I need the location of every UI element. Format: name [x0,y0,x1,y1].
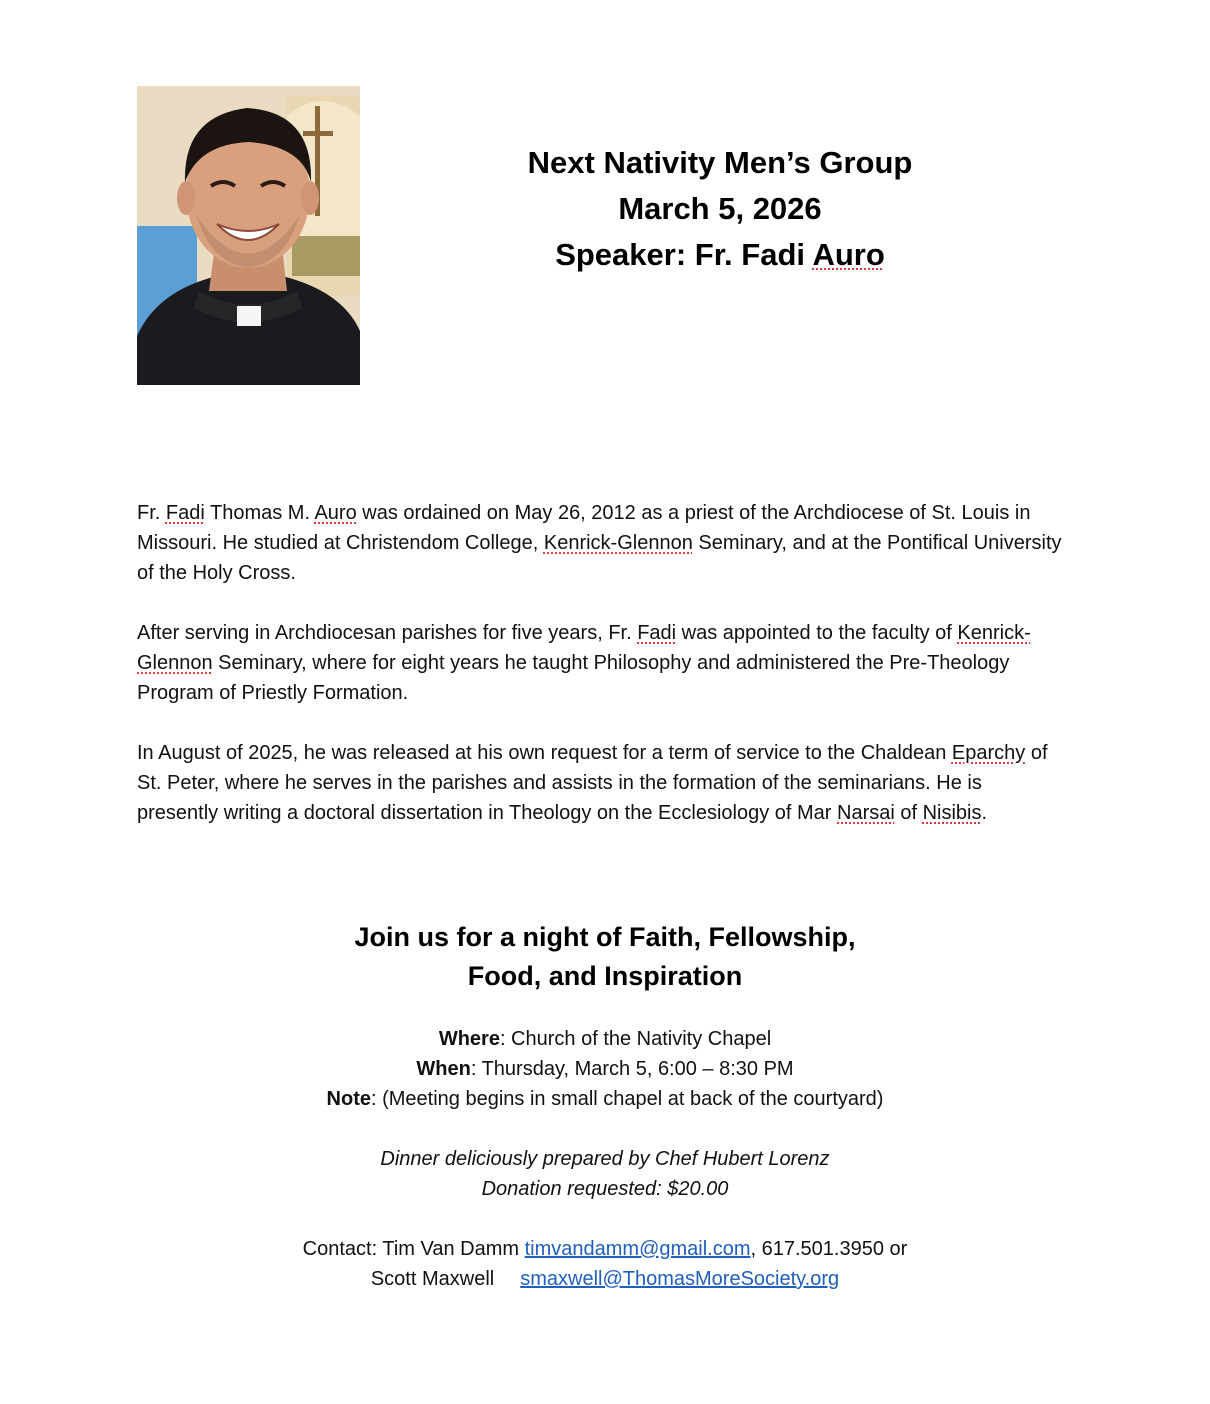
speaker-photo [137,86,360,385]
event-header [460,140,980,278]
bio-paragraph: After serving in Archdiocesan parishes for five years, Fr. Fadi was appointed to the faculty of Kenrick-Glennon Seminary, where for eight years he taught Philosophy and administered the Pre-Theology Program of Priestly Formation. [137,622,1031,704]
donation-amount: Donation requested: $20.00 [481,1178,729,1200]
when-line: When: Thursday, March 5, 6:00 – 8:30 PM [416,1058,794,1080]
email-link-tim[interactable]: timvandamm@gmail.com [524,1238,751,1260]
bio-paragraph: Fr. Fadi Thomas M. Auro was ordained on May 26, 2012 as a priest of the Archdiocese of St. Louis in Missouri. He studied at Christendom College, Kenrick-Glennon Seminary, and at the Pontifical University of the Holy Cross. [137,502,1062,584]
event-date: March 5, 2026 [618,191,822,226]
contact-line-2: Scott Maxwell smaxwell@ThomasMoreSociety.org [370,1268,840,1290]
where-line: Where: Church of the Nativity Chapel [438,1028,772,1050]
event-speaker: Speaker: Fr. Fadi Auro [555,237,885,272]
email-link-scott[interactable]: smaxwell@ThomasMoreSociety.org [520,1268,840,1290]
speaker-bio [137,498,1067,858]
invitation-heading: Join us for a night of Faith, Fellowship, Food, and Inspiration [354,922,856,991]
dinner-info [200,1144,1010,1204]
dinner-chef: Dinner deliciously prepared by Chef Hubert Lorenz [380,1148,830,1170]
contact-info [150,1234,1060,1294]
bio-paragraph: In August of 2025, he was released at his own request for a term of service to the Chaldean Eparchy of St. Peter, where he serves in the parishes and assists in the formation of the seminarians. He is presently writing a doctoral dissertation in Theology on the Ecclesiology of Mar Narsai of Nisibis. [137,742,1048,824]
event-details [160,1024,1050,1114]
speaker-portrait-icon [137,86,360,385]
event-title: Next Nativity Men’s Group [527,145,913,180]
note-line: Note: (Meeting begins in small chapel at back of the courtyard) [326,1088,884,1110]
contact-line-1: Contact: Tim Van Damm timvandamm@gmail.com, 617.501.3950 or [302,1238,908,1260]
